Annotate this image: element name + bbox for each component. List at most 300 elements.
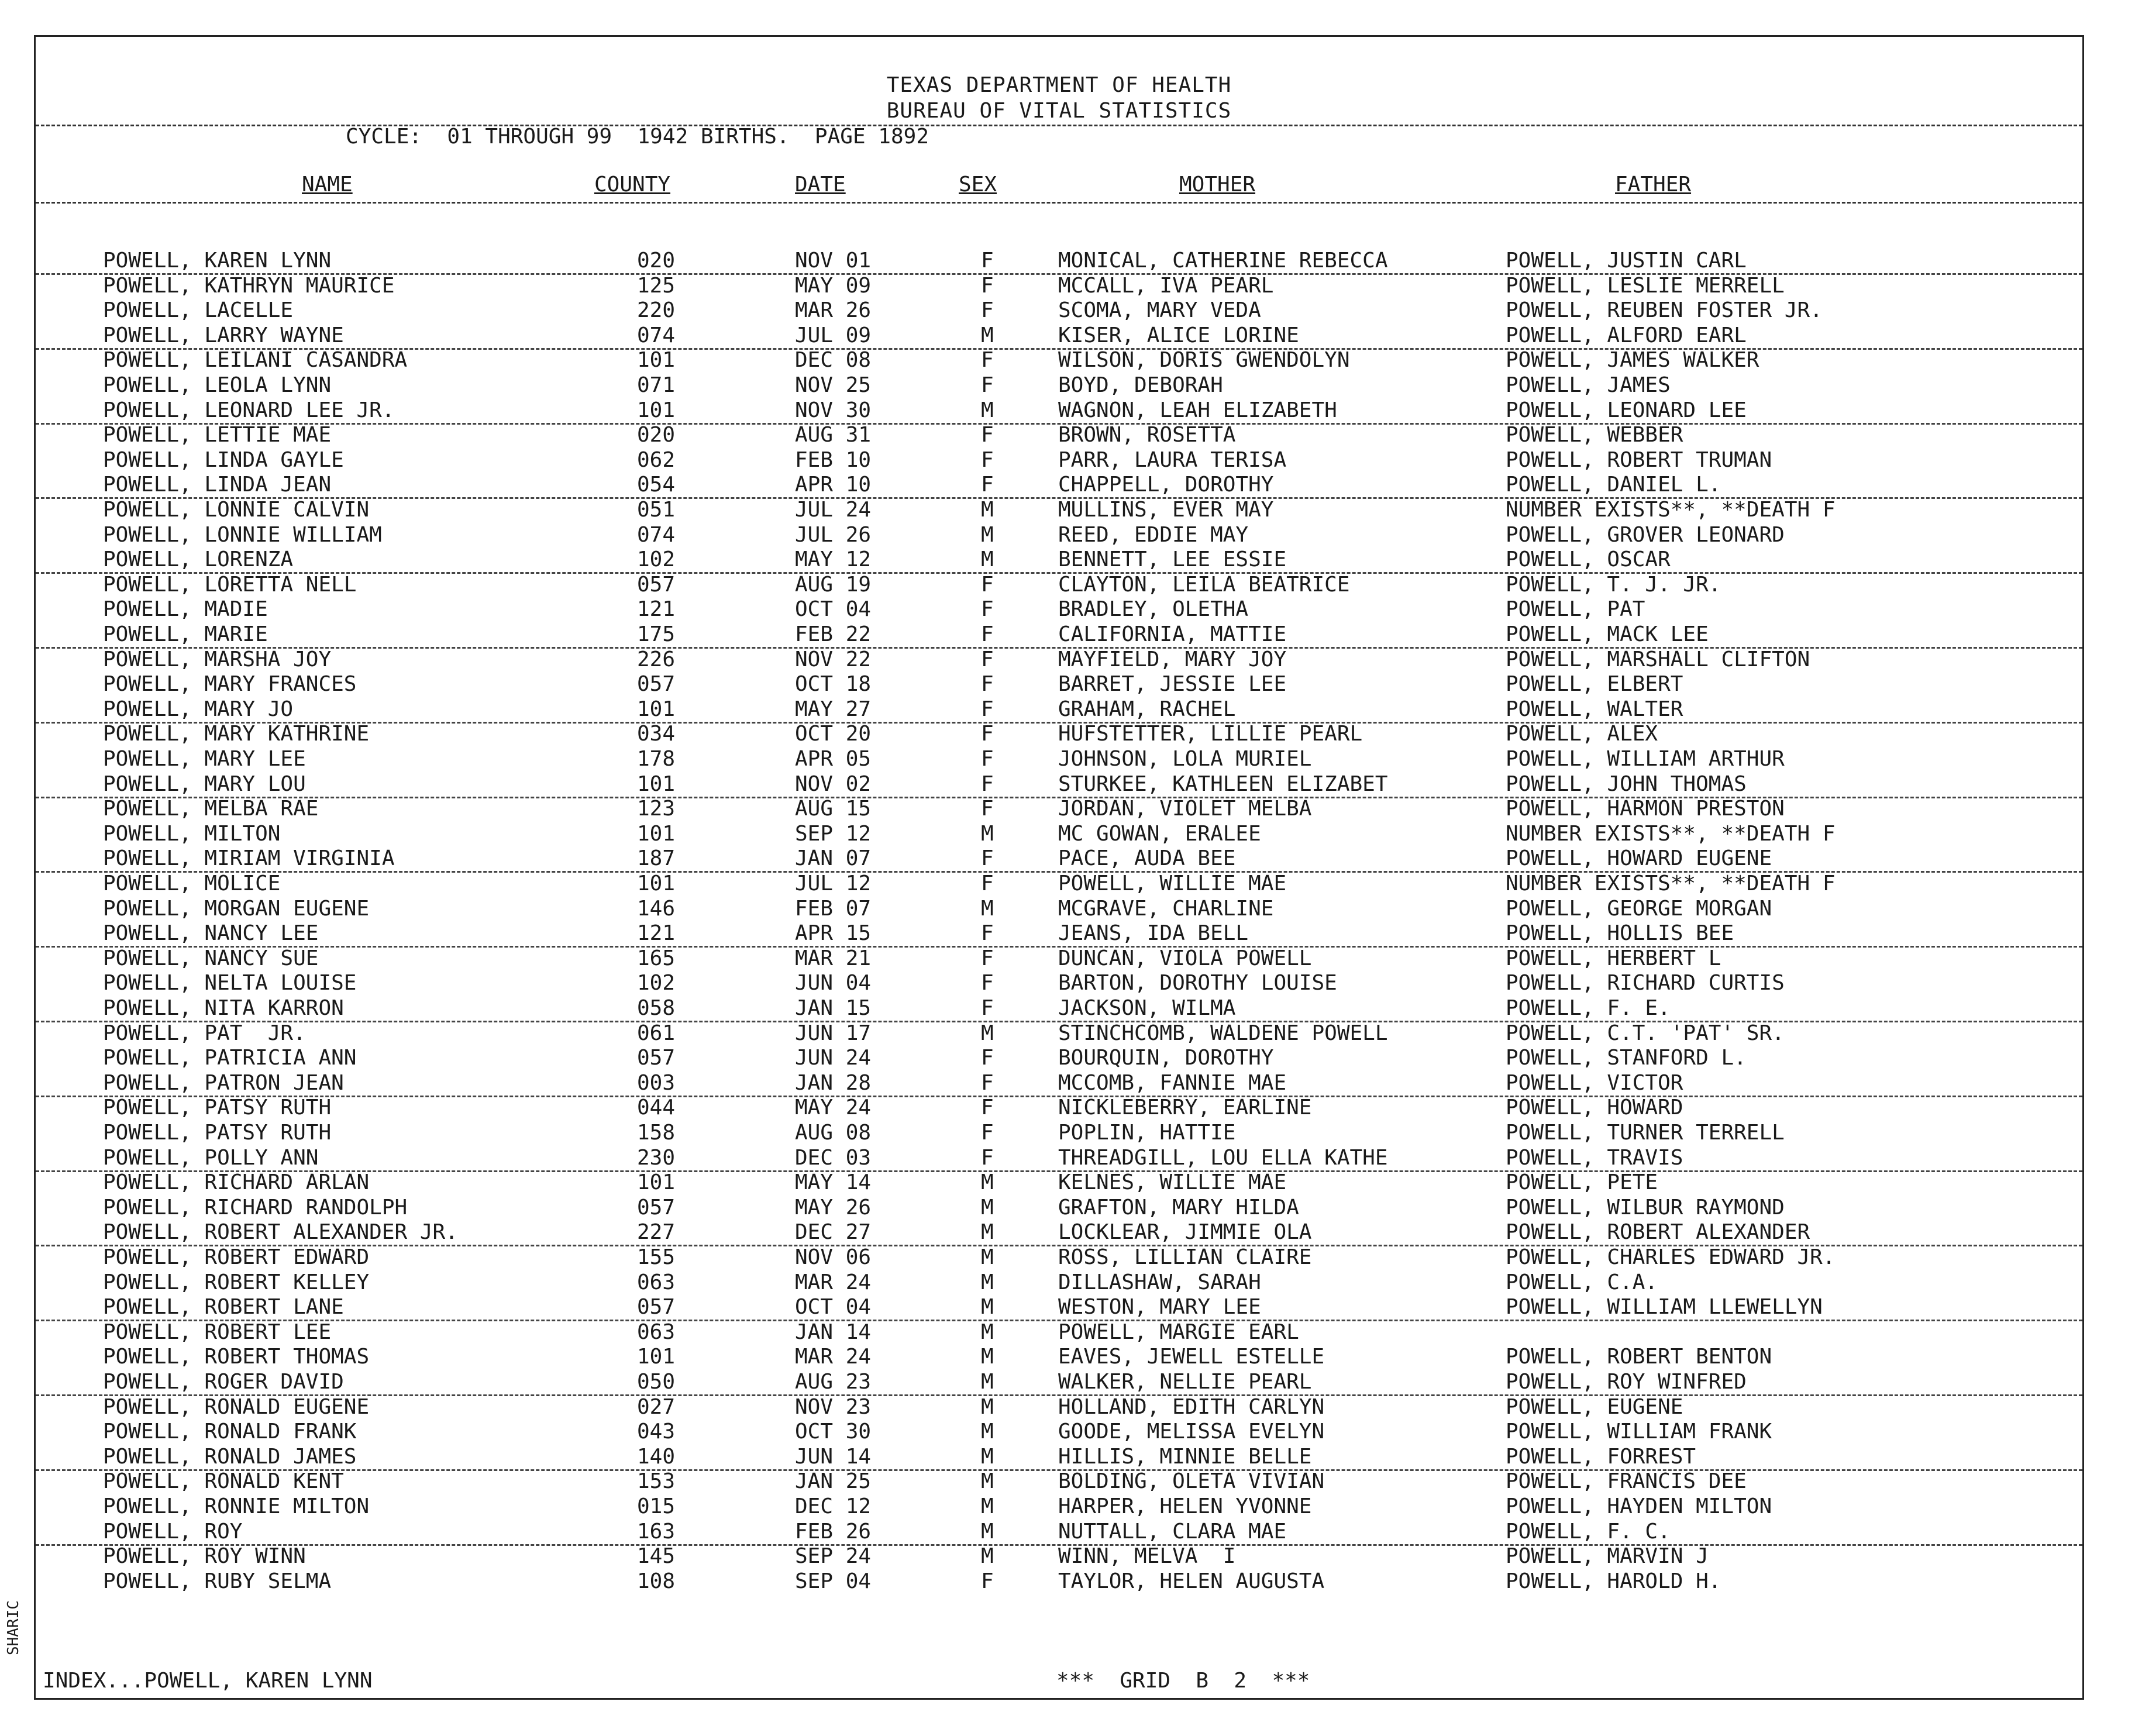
cell-date: APR 05: [795, 747, 872, 771]
cell-name: POWELL, LONNIE WILLIAM: [103, 522, 382, 547]
cell-date: JUL 09: [795, 323, 872, 347]
cell-date: DEC 03: [795, 1145, 872, 1170]
cell-mother: JACKSON, WILMA: [1058, 996, 1236, 1020]
table-row: [36, 647, 2082, 672]
table-row: [36, 547, 2082, 574]
cell-county: 123: [637, 797, 676, 821]
cell-sex: F: [981, 1096, 994, 1120]
cell-father: POWELL, VICTOR: [1506, 1070, 1683, 1095]
table-row: [36, 498, 2082, 522]
cell-county: 146: [637, 896, 676, 921]
cell-mother: NICKLEBERRY, EARLINE: [1058, 1096, 1312, 1120]
cell-name: POWELL, RICHARD ARLAN: [103, 1170, 370, 1195]
table-row: [36, 473, 2082, 499]
table-row: [36, 797, 2082, 821]
table-row: [36, 1295, 2082, 1321]
cell-date: AUG 08: [795, 1121, 872, 1145]
cell-father: POWELL, TRAVIS: [1506, 1145, 1683, 1170]
cell-name: POWELL, PATRON JEAN: [103, 1070, 344, 1095]
cell-county: 051: [637, 498, 676, 522]
cell-name: POWELL, MILTON: [103, 821, 281, 846]
table-row: [36, 523, 2082, 547]
cell-sex: M: [981, 896, 994, 921]
cell-name: POWELL, MARSHA JOY: [103, 647, 332, 671]
cell-sex: F: [981, 996, 994, 1020]
cell-mother: THREADGILL, LOU ELLA KATHE: [1058, 1145, 1388, 1170]
table-row: [36, 398, 2082, 425]
cell-name: POWELL, MARY FRANCES: [103, 672, 357, 697]
cell-county: 063: [637, 1270, 676, 1294]
bureau-title: BUREAU OF VITAL STATISTICS: [886, 99, 1232, 123]
table-row: [36, 1370, 2082, 1396]
cell-mother: BOLDING, OLETA VIVIAN: [1058, 1469, 1325, 1494]
cell-date: MAY 09: [795, 273, 872, 298]
cell-father: POWELL, HOWARD: [1506, 1096, 1683, 1120]
table-row: [36, 373, 2082, 398]
table-row: [36, 1170, 2082, 1195]
cell-sex: M: [981, 547, 994, 572]
cell-date: FEB 26: [795, 1519, 872, 1544]
cell-father: POWELL, F. E.: [1506, 996, 1671, 1020]
table-row: [36, 1046, 2082, 1070]
cell-sex: M: [981, 1220, 994, 1245]
record-page: [34, 35, 2084, 1700]
cell-name: POWELL, RUBY SELMA: [103, 1569, 332, 1593]
cell-sex: M: [981, 323, 994, 347]
cell-father: POWELL, ROBERT ALEXANDER: [1506, 1220, 1810, 1245]
cell-mother: PACE, AUDA BEE: [1058, 846, 1236, 871]
table-row: [36, 348, 2082, 373]
table-row: [36, 822, 2082, 846]
cell-date: MAR 21: [795, 946, 872, 970]
cell-sex: M: [981, 1245, 994, 1269]
cell-date: JAN 25: [795, 1469, 872, 1494]
cell-date: NOV 25: [795, 373, 872, 397]
cell-father: POWELL, ROY WINFRED: [1506, 1370, 1747, 1394]
table-row: [36, 597, 2082, 622]
cell-date: MAR 24: [795, 1270, 872, 1294]
department-title: TEXAS DEPARTMENT OF HEALTH: [886, 73, 1232, 97]
cell-sex: M: [981, 1320, 994, 1344]
cell-county: 125: [637, 273, 676, 298]
cell-date: OCT 04: [795, 597, 872, 622]
cell-name: POWELL, LORETTA NELL: [103, 572, 357, 597]
cell-county: 158: [637, 1121, 676, 1145]
cell-name: POWELL, ROY WINN: [103, 1544, 306, 1569]
cell-sex: M: [981, 498, 994, 522]
cell-name: POWELL, KAREN LYNN: [103, 249, 332, 273]
cell-sex: F: [981, 298, 994, 323]
cell-date: AUG 19: [795, 572, 872, 597]
cell-mother: BARRET, JESSIE LEE: [1058, 672, 1287, 697]
cell-mother: MCCOMB, FANNIE MAE: [1058, 1070, 1287, 1095]
cell-date: OCT 18: [795, 672, 872, 697]
cell-name: POWELL, PATSY RUTH: [103, 1121, 332, 1145]
cell-mother: JOHNSON, LOLA MURIEL: [1058, 747, 1312, 771]
table-row: [36, 846, 2082, 873]
table-row: [36, 573, 2082, 597]
cell-sex: F: [981, 1145, 994, 1170]
cell-father: POWELL, C.T. 'PAT' SR.: [1506, 1021, 1785, 1045]
table-row: [36, 323, 2082, 350]
cell-name: POWELL, LEILANI CASANDRA: [103, 348, 408, 373]
cell-name: POWELL, MELBA RAE: [103, 797, 319, 821]
cell-date: JUN 04: [795, 971, 872, 996]
cell-date: JUN 17: [795, 1021, 872, 1045]
cell-date: MAR 24: [795, 1345, 872, 1369]
cell-county: 101: [637, 398, 676, 422]
cell-mother: MAYFIELD, MARY JOY: [1058, 647, 1287, 671]
table-row: [36, 1494, 2082, 1519]
cell-father: POWELL, HOWARD EUGENE: [1506, 846, 1772, 871]
cell-sex: F: [981, 273, 994, 298]
cell-father: POWELL, LEONARD LEE: [1506, 398, 1747, 422]
cell-date: JUL 24: [795, 498, 872, 522]
cell-mother: WINN, MELVA I: [1058, 1544, 1236, 1569]
cell-father: POWELL, WALTER: [1506, 697, 1683, 721]
table-row: [36, 1445, 2082, 1471]
cell-father: POWELL, REUBEN FOSTER JR.: [1506, 298, 1823, 323]
cell-county: 071: [637, 373, 676, 397]
cell-sex: F: [981, 946, 994, 970]
cell-county: 155: [637, 1245, 676, 1269]
cell-mother: GOODE, MELISSA EVELYN: [1058, 1420, 1325, 1444]
cell-father: POWELL, LESLIE MERRELL: [1506, 273, 1785, 298]
cell-county: 145: [637, 1544, 676, 1569]
cell-date: JAN 28: [795, 1070, 872, 1095]
cell-name: POWELL, RONNIE MILTON: [103, 1494, 370, 1518]
table-row: [36, 1395, 2082, 1420]
index-label: INDEX...POWELL, KAREN LYNN: [43, 1669, 373, 1693]
cell-father: POWELL, RICHARD CURTIS: [1506, 971, 1785, 996]
cell-name: POWELL, MARY LEE: [103, 747, 306, 771]
cell-county: 058: [637, 996, 676, 1020]
cell-father: POWELL, JOHN THOMAS: [1506, 771, 1747, 796]
cell-county: 101: [637, 697, 676, 721]
cell-father: POWELL, JAMES: [1506, 373, 1671, 397]
cell-name: POWELL, LINDA GAYLE: [103, 447, 344, 472]
cell-date: JUL 12: [795, 872, 872, 895]
cell-county: 003: [637, 1070, 676, 1095]
cell-father: POWELL, HAROLD H.: [1506, 1569, 1721, 1593]
cell-name: POWELL, PATSY RUTH: [103, 1096, 332, 1120]
cell-father: POWELL, MARSHALL CLIFTON: [1506, 647, 1810, 671]
grid-label: *** GRID B 2 ***: [1056, 1669, 1310, 1693]
table-row: [36, 622, 2082, 649]
cell-sex: F: [981, 447, 994, 472]
cell-name: POWELL, PATRICIA ANN: [103, 1046, 357, 1070]
cell-sex: F: [981, 1070, 994, 1095]
cell-mother: EAVES, JEWELL ESTELLE: [1058, 1345, 1325, 1369]
cell-sex: F: [981, 1569, 994, 1593]
cell-county: 050: [637, 1370, 676, 1394]
table-row: [36, 1220, 2082, 1246]
cell-name: POWELL, LEONARD LEE JR.: [103, 398, 395, 422]
cell-mother: JORDAN, VIOLET MELBA: [1058, 797, 1312, 821]
table-row: [36, 772, 2082, 798]
table-row: [36, 1071, 2082, 1097]
cell-county: 101: [637, 821, 676, 846]
cell-county: 074: [637, 522, 676, 547]
cell-mother: BRADLEY, OLETHA: [1058, 597, 1249, 622]
cell-father: POWELL, PAT: [1506, 597, 1645, 622]
table-row: [36, 672, 2082, 697]
cell-name: POWELL, NANCY LEE: [103, 921, 319, 946]
cell-father: POWELL, GROVER LEONARD: [1506, 522, 1785, 547]
cell-date: FEB 10: [795, 447, 872, 472]
cell-name: POWELL, RONALD EUGENE: [103, 1394, 370, 1419]
cell-name: POWELL, RONALD JAMES: [103, 1444, 357, 1469]
cell-county: 020: [637, 249, 676, 273]
table-row: [36, 1420, 2082, 1444]
cell-mother: GRAFTON, MARY HILDA: [1058, 1195, 1299, 1220]
cell-mother: REED, EDDIE MAY: [1058, 522, 1249, 547]
cell-sex: F: [981, 846, 994, 871]
cell-name: POWELL, ROBERT KELLEY: [103, 1270, 370, 1294]
cell-county: 102: [637, 971, 676, 996]
cell-name: POWELL, NELTA LOUISE: [103, 971, 357, 996]
cell-mother: NUTTALL, CLARA MAE: [1058, 1519, 1287, 1544]
table-row: [36, 1345, 2082, 1369]
cell-mother: ROSS, LILLIAN CLAIRE: [1058, 1245, 1312, 1269]
cell-sex: M: [981, 1394, 994, 1419]
cell-county: 034: [637, 722, 676, 746]
cell-sex: M: [981, 821, 994, 846]
cell-name: POWELL, MARY JO: [103, 697, 294, 721]
cell-county: 165: [637, 946, 676, 970]
cell-mother: DILLASHAW, SARAH: [1058, 1270, 1261, 1294]
table-row: [36, 1021, 2082, 1046]
cell-county: 101: [637, 1170, 676, 1195]
column-header-name: NAME: [302, 173, 353, 197]
cell-father: POWELL, ALEX: [1506, 722, 1658, 746]
cell-sex: F: [981, 249, 994, 273]
cell-county: 057: [637, 572, 676, 597]
cell-father: POWELL, GEORGE MORGAN: [1506, 896, 1772, 921]
cell-name: POWELL, LORENZA: [103, 547, 294, 572]
cell-name: POWELL, ROY: [103, 1519, 243, 1544]
table-row: [36, 1544, 2082, 1569]
cell-county: 057: [637, 1195, 676, 1220]
cell-name: POWELL, POLLY ANN: [103, 1145, 319, 1170]
cell-sex: M: [981, 1370, 994, 1394]
cell-county: 101: [637, 1345, 676, 1369]
cell-county: 140: [637, 1444, 676, 1469]
cell-father: POWELL, JAMES WALKER: [1506, 348, 1759, 373]
cell-county: 101: [637, 771, 676, 796]
cell-mother: MULLINS, EVER MAY: [1058, 498, 1274, 522]
cell-sex: F: [981, 597, 994, 622]
cell-county: 063: [637, 1320, 676, 1344]
column-header-mother: MOTHER: [1179, 173, 1256, 197]
cell-father: POWELL, MARVIN J: [1506, 1544, 1709, 1569]
table-row: [36, 1270, 2082, 1295]
cell-father: POWELL, FORREST: [1506, 1444, 1696, 1469]
cell-sex: F: [981, 872, 994, 895]
cell-date: MAR 26: [795, 298, 872, 323]
table-row: [36, 722, 2082, 746]
cell-county: 054: [637, 473, 676, 497]
cell-mother: CALIFORNIA, MATTIE: [1058, 622, 1287, 646]
cell-father: POWELL, ALFORD EARL: [1506, 323, 1747, 347]
cell-date: NOV 22: [795, 647, 872, 671]
table-row: [36, 1121, 2082, 1145]
table-row: [36, 971, 2082, 996]
table-row: [36, 697, 2082, 724]
cell-sex: F: [981, 797, 994, 821]
cell-father: POWELL, MACK LEE: [1506, 622, 1709, 646]
cell-mother: HOLLAND, EDITH CARLYN: [1058, 1394, 1325, 1419]
cell-county: 057: [637, 1046, 676, 1070]
cell-mother: STINCHCOMB, WALDENE POWELL: [1058, 1021, 1388, 1045]
cell-date: FEB 22: [795, 622, 872, 646]
cell-county: 102: [637, 547, 676, 572]
cell-date: JUN 24: [795, 1046, 872, 1070]
table-row: [36, 1096, 2082, 1120]
table-row: [36, 1245, 2082, 1270]
cell-county: 178: [637, 747, 676, 771]
cell-sex: F: [981, 423, 994, 447]
cell-father: POWELL, CHARLES EDWARD JR.: [1506, 1245, 1836, 1269]
cell-mother: WAGNON, LEAH ELIZABETH: [1058, 398, 1337, 422]
cell-sex: F: [981, 373, 994, 397]
cell-county: 062: [637, 447, 676, 472]
header-divider: [36, 125, 2082, 126]
cell-mother: GRAHAM, RACHEL: [1058, 697, 1236, 721]
cell-county: 043: [637, 1420, 676, 1444]
cell-name: POWELL, RONALD KENT: [103, 1469, 344, 1494]
cell-father: POWELL, ELBERT: [1506, 672, 1683, 697]
cell-sex: F: [981, 348, 994, 373]
cell-name: POWELL, LETTIE MAE: [103, 423, 332, 447]
cell-father: POWELL, JUSTIN CARL: [1506, 249, 1747, 273]
cell-mother: WILSON, DORIS GWENDOLYN: [1058, 348, 1350, 373]
cell-father: NUMBER EXISTS**, **DEATH F: [1506, 872, 1836, 895]
cell-date: JAN 15: [795, 996, 872, 1020]
table-row: [36, 423, 2082, 447]
cell-name: POWELL, NITA KARRON: [103, 996, 344, 1020]
cell-sex: F: [981, 971, 994, 996]
cell-father: POWELL, HERBERT L: [1506, 946, 1721, 970]
cell-mother: BENNETT, LEE ESSIE: [1058, 547, 1287, 572]
cell-sex: M: [981, 1270, 994, 1294]
cell-father: POWELL, TURNER TERRELL: [1506, 1121, 1785, 1145]
cell-name: POWELL, ROBERT EDWARD: [103, 1245, 370, 1269]
cell-sex: F: [981, 722, 994, 746]
cell-mother: MONICAL, CATHERINE REBECCA: [1058, 249, 1388, 273]
cell-name: POWELL, PAT JR.: [103, 1021, 306, 1045]
cell-mother: SCOMA, MARY VEDA: [1058, 298, 1261, 323]
column-header-sex: SEX: [959, 173, 997, 197]
cell-sex: M: [981, 1021, 994, 1045]
cell-father: POWELL, C.A.: [1506, 1270, 1658, 1294]
cell-sex: F: [981, 647, 994, 671]
cell-mother: KISER, ALICE LORINE: [1058, 323, 1299, 347]
table-row: [36, 747, 2082, 771]
cell-sex: M: [981, 1195, 994, 1220]
cell-name: POWELL, RONALD FRANK: [103, 1420, 357, 1444]
cell-father: POWELL, DANIEL L.: [1506, 473, 1721, 497]
cell-sex: F: [981, 473, 994, 497]
cell-father: POWELL, ROBERT TRUMAN: [1506, 447, 1772, 472]
cell-mother: STURKEE, KATHLEEN ELIZABET: [1058, 771, 1388, 796]
cell-name: POWELL, LARRY WAYNE: [103, 323, 344, 347]
cell-father: POWELL, WILLIAM FRANK: [1506, 1420, 1772, 1444]
cell-sex: M: [981, 1444, 994, 1469]
cell-date: NOV 01: [795, 249, 872, 273]
column-header-date: DATE: [795, 173, 846, 197]
cell-mother: BARTON, DOROTHY LOUISE: [1058, 971, 1337, 996]
cell-name: POWELL, MADIE: [103, 597, 268, 622]
cell-mother: CLAYTON, LEILA BEATRICE: [1058, 572, 1350, 597]
table-row: [36, 249, 2082, 275]
table-row: [36, 274, 2082, 298]
cell-county: 187: [637, 846, 676, 871]
table-row: [36, 921, 2082, 948]
cell-name: POWELL, ROGER DAVID: [103, 1370, 344, 1394]
cell-name: POWELL, MARY LOU: [103, 771, 306, 796]
cell-mother: JEANS, IDA BELL: [1058, 921, 1249, 946]
cell-date: MAY 14: [795, 1170, 872, 1195]
cell-mother: POWELL, MARGIE EARL: [1058, 1320, 1299, 1344]
table-row: [36, 1320, 2082, 1345]
cell-mother: MCGRAVE, CHARLINE: [1058, 896, 1274, 921]
cell-father: POWELL, WILBUR RAYMOND: [1506, 1195, 1785, 1220]
cell-mother: WALKER, NELLIE PEARL: [1058, 1370, 1312, 1394]
cell-father: POWELL, OSCAR: [1506, 547, 1671, 572]
cell-sex: M: [981, 1519, 994, 1544]
cell-county: 163: [637, 1519, 676, 1544]
cell-name: POWELL, RICHARD RANDOLPH: [103, 1195, 408, 1220]
column-header-county: COUNTY: [594, 173, 671, 197]
table-row: [36, 1146, 2082, 1172]
cell-date: DEC 08: [795, 348, 872, 373]
cell-name: POWELL, ROBERT LEE: [103, 1320, 332, 1344]
cell-county: 101: [637, 348, 676, 373]
cell-sex: F: [981, 1121, 994, 1145]
cell-county: 074: [637, 323, 676, 347]
cell-mother: TAYLOR, HELEN AUGUSTA: [1058, 1569, 1325, 1593]
cell-date: NOV 02: [795, 771, 872, 796]
cell-date: SEP 12: [795, 821, 872, 846]
table-row: [36, 1469, 2082, 1494]
table-row: [36, 996, 2082, 1022]
cell-date: JUL 26: [795, 522, 872, 547]
cell-sex: M: [981, 522, 994, 547]
cell-date: JAN 14: [795, 1320, 872, 1344]
table-row: [36, 448, 2082, 473]
cell-father: POWELL, EUGENE: [1506, 1394, 1683, 1419]
cell-county: 230: [637, 1145, 676, 1170]
cell-name: POWELL, ROBERT ALEXANDER JR.: [103, 1220, 458, 1245]
cell-father: POWELL, F. C.: [1506, 1519, 1671, 1544]
cell-date: NOV 06: [795, 1245, 872, 1269]
cell-father: POWELL, STANFORD L.: [1506, 1046, 1747, 1070]
cell-county: 121: [637, 921, 676, 946]
cell-date: SEP 24: [795, 1544, 872, 1569]
cell-sex: F: [981, 622, 994, 646]
table-row: [36, 298, 2082, 323]
cell-name: POWELL, MORGAN EUGENE: [103, 896, 370, 921]
cell-county: 027: [637, 1394, 676, 1419]
cell-mother: KELNES, WILLIE MAE: [1058, 1170, 1287, 1195]
cell-date: NOV 30: [795, 398, 872, 422]
cell-name: POWELL, LACELLE: [103, 298, 294, 323]
cell-sex: F: [981, 572, 994, 597]
cell-county: 101: [637, 872, 676, 895]
cell-mother: HILLIS, MINNIE BELLE: [1058, 1444, 1312, 1469]
cell-date: AUG 15: [795, 797, 872, 821]
